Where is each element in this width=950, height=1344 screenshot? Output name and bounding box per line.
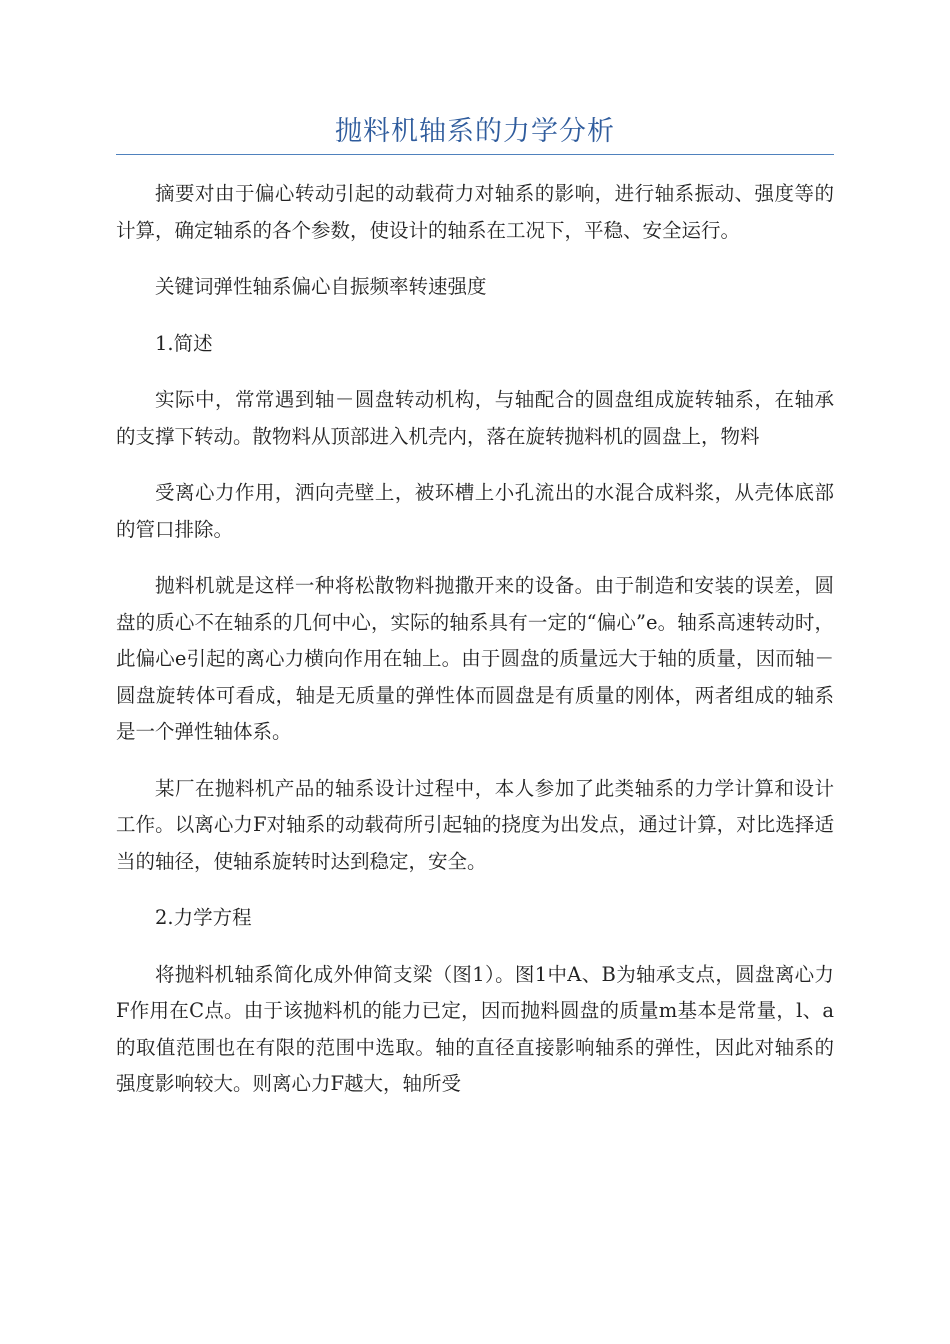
title-underline xyxy=(116,154,834,155)
document-title: 抛料机轴系的力学分析 xyxy=(335,116,615,147)
abstract-paragraph: 摘要对由于偏心转动引起的动载荷力对轴系的影响，进行轴系振动、强度等的计算，确定轴系的各个参数，使设计的轴系在工况下，平稳、安全运行。 xyxy=(116,182,834,242)
body-paragraph: 受离心力作用，洒向壳壁上，被环槽上小孔流出的水混合成料浆，从壳体底部的管口排除。 xyxy=(116,481,834,541)
section-heading-overview: 1.简述 xyxy=(155,331,213,355)
body-paragraph: 实际中，常常遇到轴－圆盘转动机构，与轴配合的圆盘组成旋转轴系，在轴承的支撑下转动。散物料从顶部进入机壳内，落在旋转抛料机的圆盘上，物料 xyxy=(116,388,834,448)
document-body xyxy=(116,176,834,1123)
body-paragraph: 将抛料机轴系简化成外伸简支梁（图1）。图1中A、B为轴承支点，圆盘离心力F作用在C点。由于该抛料机的能力已定，因而抛料圆盘的质量m基本是常量，l、a的取值范围也在有限的范围中选取。轴的直径直接影响轴系的弹性，因此对轴系的强度影响较大。则离心力F越大，轴所受 xyxy=(116,962,834,1095)
keywords-paragraph: 关键词弹性轴系偏心自振频率转速强度 xyxy=(155,275,487,298)
body-paragraph: 抛料机就是这样一种将松散物料抛撒开来的设备。由于制造和安装的误差，圆盘的质心不在轴系的几何中心，实际的轴系具有一定的“偏心”e。轴系高速转动时，此偏心e引起的离心力横向作用在轴上。由于圆盘的质量远大于轴的质量，因而轴－圆盘旋转体可看成，轴是无质量的弹性体而圆盘是有质量的刚体，两者组成的轴系是一个弹性轴体系。 xyxy=(116,574,834,743)
section-heading-mechanics: 2.力学方程 xyxy=(155,906,252,929)
body-paragraph: 某厂在抛料机产品的轴系设计过程中，本人参加了此类轴系的力学计算和设计工作。以离心力F对轴系的动载荷所引起轴的挠度为出发点，通过计算，对比选择适当的轴径，使轴系旋转时达到稳定，安全。 xyxy=(116,776,834,873)
